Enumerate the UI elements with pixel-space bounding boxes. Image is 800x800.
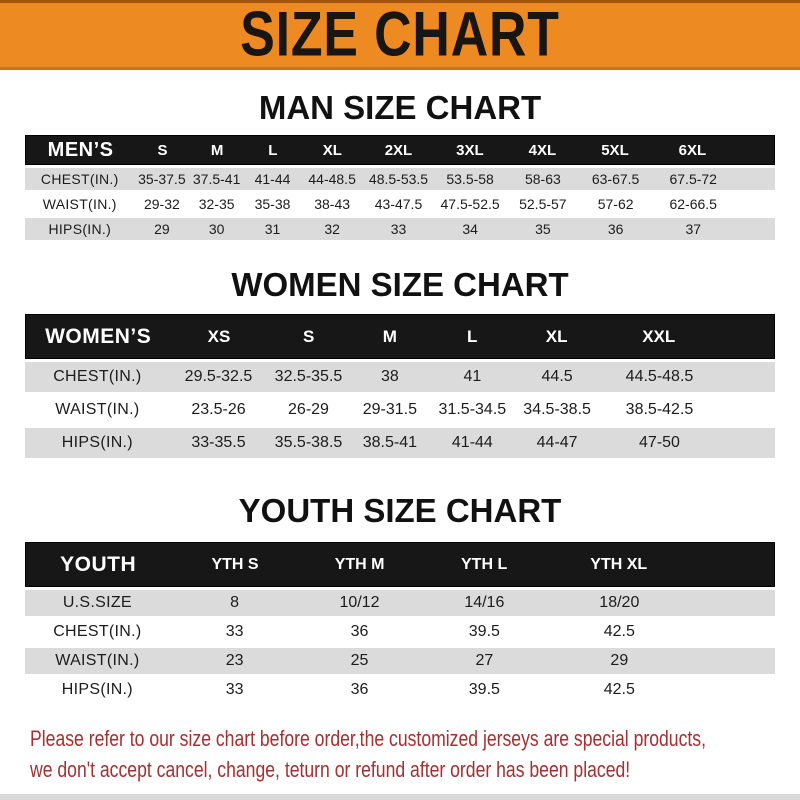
women-table-header-bar [25, 314, 775, 359]
men-table-header-bar [25, 135, 775, 165]
women-header-label: WOMEN’S [45, 324, 152, 348]
size-value-cell: 36 [579, 218, 652, 240]
size-value-cell: 47-50 [599, 428, 719, 458]
size-value-cell: 52.5-57 [506, 193, 579, 215]
men-header-label: MEN’S [47, 138, 114, 161]
row-label: CHEST(IN.) [25, 362, 170, 392]
size-column-header: M [382, 326, 397, 346]
size-column-header: L [268, 141, 278, 159]
size-value-cell: 29 [549, 648, 689, 674]
size-value-cell: 44-48.5 [301, 168, 363, 190]
row-label: CHEST(IN.) [25, 168, 135, 190]
youth-table-row [25, 677, 775, 703]
size-value-cell: 33 [170, 677, 300, 703]
size-value-cell: 39.5 [419, 619, 549, 645]
size-value-cell: 29-32 [135, 193, 190, 215]
size-value-cell: 44.5-48.5 [599, 362, 719, 392]
size-value-cell: 44.5 [515, 362, 600, 392]
youth-header-label: YOUTH [60, 552, 137, 576]
size-value-cell: 43-47.5 [363, 193, 433, 215]
size-value-cell [734, 218, 775, 240]
size-column-header [734, 136, 774, 164]
size-value-cell [734, 168, 775, 190]
bottom-edge [0, 794, 800, 800]
size-value-cell: 42.5 [549, 619, 689, 645]
size-value-cell: 35.5-38.5 [267, 428, 350, 458]
size-column-header: 2XL [384, 141, 413, 159]
women-table-row [25, 428, 775, 458]
size-value-cell: 41 [430, 362, 515, 392]
note-line-1: Please refer to our size chart before order,the customized jerseys are special products, [30, 726, 706, 751]
size-value-cell: 39.5 [419, 677, 549, 703]
size-chart-banner [0, 3, 800, 70]
size-value-cell: 14/16 [419, 590, 549, 616]
size-value-cell: 57-62 [579, 193, 652, 215]
youth-table-row [25, 619, 775, 645]
size-value-cell: 34 [434, 218, 507, 240]
size-value-cell: 48.5-53.5 [363, 168, 433, 190]
women-size-table [25, 314, 775, 458]
size-value-cell [689, 590, 775, 616]
size-value-cell: 38 [350, 362, 430, 392]
size-value-cell: 58-63 [506, 168, 579, 190]
size-value-cell: 18/20 [549, 590, 689, 616]
size-column-header: YTH M [334, 555, 385, 573]
size-value-cell [719, 362, 775, 392]
size-value-cell: 32-35 [189, 193, 244, 215]
men-table-row [25, 193, 775, 215]
men-size-table [25, 135, 775, 240]
size-value-cell: 32 [301, 218, 363, 240]
row-label: WAIST(IN.) [25, 648, 170, 674]
size-column-header: 4XL [528, 141, 557, 159]
women-table-row [25, 395, 775, 425]
size-value-cell: 34.5-38.5 [515, 395, 600, 425]
youth-table-header-bar [25, 542, 775, 587]
size-column-header: XL [545, 326, 568, 346]
size-column-header: YTH XL [590, 555, 648, 573]
size-value-cell: 35 [506, 218, 579, 240]
row-label: WAIST(IN.) [25, 395, 170, 425]
men-table-row [25, 168, 775, 190]
size-column-header [689, 543, 774, 586]
row-label: HIPS(IN.) [25, 677, 170, 703]
size-column-header: 5XL [601, 141, 629, 159]
size-column-header: YTH L [461, 555, 508, 573]
size-value-cell: 63-67.5 [579, 168, 652, 190]
order-note [0, 723, 800, 785]
size-value-cell: 37.5-41 [189, 168, 244, 190]
size-value-cell: 30 [189, 218, 244, 240]
size-value-cell: 31.5-34.5 [430, 395, 515, 425]
women-size-chart-heading: WOMEN SIZE CHART [231, 266, 569, 303]
size-value-cell [719, 395, 775, 425]
size-value-cell: 23.5-26 [170, 395, 268, 425]
size-value-cell: 33 [170, 619, 300, 645]
size-value-cell: 33 [363, 218, 433, 240]
youth-table-row [25, 590, 775, 616]
size-column-header: S [303, 326, 315, 346]
man-size-chart-heading: MAN SIZE CHART [258, 89, 542, 126]
size-value-cell: 26-29 [267, 395, 350, 425]
size-column-header: YTH S [211, 555, 259, 573]
size-column-header [719, 315, 774, 358]
row-label: HIPS(IN.) [25, 218, 135, 240]
size-value-cell: 29-31.5 [350, 395, 430, 425]
page-title: SIZE CHART [240, 3, 560, 70]
size-value-cell: 42.5 [549, 677, 689, 703]
size-column-header: XL [322, 141, 342, 159]
size-value-cell: 62-66.5 [652, 193, 735, 215]
row-label: WAIST(IN.) [25, 193, 135, 215]
women-table-row [25, 362, 775, 392]
size-value-cell [689, 619, 775, 645]
size-value-cell: 8 [170, 590, 300, 616]
row-label: U.S.SIZE [25, 590, 170, 616]
youth-size-chart-heading: YOUTH SIZE CHART [238, 492, 562, 529]
size-column-header: M [210, 141, 224, 159]
size-column-header: S [157, 141, 168, 159]
size-value-cell: 35-37.5 [135, 168, 190, 190]
size-value-cell [689, 677, 775, 703]
size-value-cell: 37 [652, 218, 735, 240]
size-value-cell: 29.5-32.5 [170, 362, 268, 392]
size-column-header: L [466, 326, 478, 346]
men-table-row [25, 218, 775, 240]
youth-size-table [25, 542, 775, 703]
size-value-cell: 38.5-41 [350, 428, 430, 458]
youth-table-row [25, 648, 775, 674]
size-value-cell: 41-44 [244, 168, 301, 190]
size-column-header: XXL [642, 326, 676, 346]
size-column-header: XS [207, 326, 231, 346]
size-value-cell: 44-47 [515, 428, 600, 458]
size-value-cell: 25 [299, 648, 419, 674]
note-line-2: we don't accept cancel, change, teturn or refund after order has been placed! [30, 757, 631, 782]
size-value-cell: 27 [419, 648, 549, 674]
size-value-cell [734, 193, 775, 215]
size-value-cell [719, 428, 775, 458]
size-value-cell: 53.5-58 [434, 168, 507, 190]
size-value-cell: 31 [244, 218, 301, 240]
size-value-cell: 67.5-72 [652, 168, 735, 190]
size-value-cell: 38-43 [301, 193, 363, 215]
size-value-cell: 35-38 [244, 193, 301, 215]
size-value-cell: 10/12 [299, 590, 419, 616]
row-label: HIPS(IN.) [25, 428, 170, 458]
size-value-cell: 36 [299, 619, 419, 645]
size-value-cell: 47.5-52.5 [434, 193, 507, 215]
size-value-cell: 38.5-42.5 [599, 395, 719, 425]
size-column-header: 3XL [456, 141, 484, 159]
size-value-cell: 41-44 [430, 428, 515, 458]
size-value-cell: 32.5-35.5 [267, 362, 350, 392]
row-label: CHEST(IN.) [25, 619, 170, 645]
size-value-cell: 36 [299, 677, 419, 703]
size-column-header: 6XL [678, 141, 707, 159]
size-value-cell: 33-35.5 [170, 428, 268, 458]
size-value-cell: 29 [135, 218, 190, 240]
size-value-cell: 23 [170, 648, 300, 674]
size-value-cell [689, 648, 775, 674]
